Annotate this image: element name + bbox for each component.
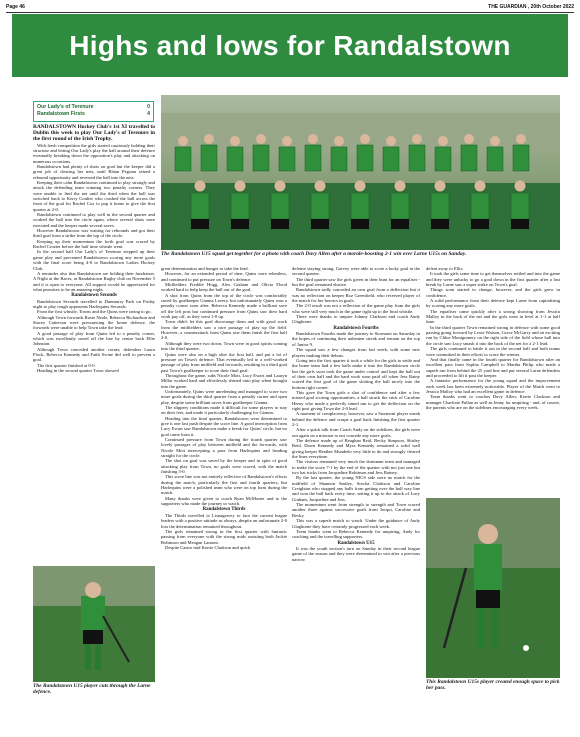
paragraph: Heading into the final quarter, Randalstown were determined to give it one last push despite the score line. A good interception from Lucy Ewart saw Randalstown make a break for Quins' circle, but no goal came from it. [161,415,287,437]
paragraph: In the second half Our Lady's of Terenure stepped up their game play and prevented Randalstown scoring any more goals with the final score being 4-0 to Randalstown Ladies Hockey Club. [33,249,155,271]
paragraph: Randalstown had plenty of shots on goal but the keeper did a great job of clearing her nets, until Rhian Pegram seized a rebound opportunity and reversed the ball into the nets. [33,163,155,180]
page-number: Page 46 [6,4,25,10]
paragraph: It took the girls some time to get themselves settled and into the game and they were unlucky to go a goal down in the first quarter after a fast break by Larne saw a super strike on Town's goal. [426,271,560,288]
paragraph: However Randalstown was waiting for rebounds and got their third goal from a strike from the top of the circle. [33,228,155,239]
paragraph: Unfortunately, Quins were unrelenting and managed to score two more goals during the third quarter from a penalty corner and open play, despite some brilliant saves from goalkeeper Gianna. [161,388,287,405]
subhead-seconds: Randalstown Seconds [71,293,117,299]
paragraph: defense staying strong, Garvey were able to score a lucky goal in the second quarter. [292,266,420,277]
score-row-1 [37,104,150,111]
paragraph: Team thanks went to Rebecca Kennedy for umpiring, Andy for coaching and the travelling supporters. [292,528,420,540]
paragraph: Many thanks were given to coach Ryan McMaster and to the supporters who made the journey to watch. [161,495,287,507]
lead-paragraph: RANDALSTOWN Hockey Club's 1st XI travelled to Dublin this week to play Our Lady's of Terenure in the first round of the Irish Trophy. [33,124,155,143]
score-row-2 [37,111,150,118]
paragraph: Things soon started to change, however, and the girls grew in confidence. [426,287,560,298]
paragraph: The slippery conditions made it difficult for some players to stay on their feet, and made it particularly challenging for Gianna. [161,404,287,416]
team1-score: 0 [147,104,150,110]
paragraph: A solid performance from their defence kept Larne from capitalising by scoring any more goals. [426,298,560,309]
headline: Highs and lows for Randalstown [69,30,511,61]
player-photo-left [33,566,155,682]
page-header [6,4,574,13]
paragraph: Although Town conceded another corner, defenders Laura Flock, Rebecca Kennedy and Faith Swine did well to prevent a goal. [33,346,155,363]
paragraph: Despite Castro mid Kerrie Clarkson and quick [165,544,251,550]
article-column-4 [426,266,560,492]
paragraph: Midfielders Freddie Hogg, Alex Graham and Olivia Flood worked hard to help keep the ball out of the goal. [161,282,287,293]
paragraph: However, for an extended period of time, Quins were relentless, and continued to put pressure on Town's defence. [161,271,287,282]
paragraph: The third quarter saw the girls given in their hunt for an equaliser - but the goal remained elusive. [292,276,420,288]
paragraph: The defence made up of Reaghan Reid, Becky Simpson, Shirley Reid, Dawn Kennedy and Myra Kennedy remained a solid wall giving keeper Heather Mundedo very little to do and strongly cleared the lines everytime. [292,438,420,460]
paragraph: The girls continued to battle it out in the second half and both teams were committed in their efforts to score the winner. [426,346,560,357]
subhead-fourths: Randalstown Fourths [333,325,379,331]
paragraph: Throughout the game, subs Nicole Mott, Lucy Ewart and Lauryn Millar worked hard and effortlessly shirted onto play when brought into the game. [161,372,287,389]
scorebox [33,101,154,122]
paragraph: The equaliser came quickly after a strong showing from Jessica Malloy in the back of the net and the girls went in level at 1-1 at half time. [426,308,560,325]
paragraph: A moment of complacency, however, saw a Stormont player sneak behind the defence and scrape a goal back finishing the first quarter 2-1. [292,411,420,427]
subhead-thirds: Randalstown Thirds [202,507,246,513]
team1-name: Our Lady's of Terenure [37,104,94,110]
paragraph: great determination and hunger to take the lead. [161,266,249,271]
paragraph: Although they were two down, Town were in good spirits coming into the third quarter. [161,340,287,352]
player-photo-right [426,498,560,678]
paragraph: From the first whistle, Towns and the Quins were raring to go. [37,309,152,315]
paragraph: In the third quarter Town remained strong in defence with some good passing going forward by Lexie Watson, Grace McGarry and an exciting run by Chloe Montgomery on the right side of the field whose ball into the circle saw Lucy smash it into the back of the net for a 2-1 lead. [426,324,560,346]
team2-name: Randalstown Firsts [37,111,85,117]
paragraph: Keeping their calm Randalstown continued to play strongly and attack the defending team winning two penalty corners. They were unable to find the net until the third when the ball was switched back to Kerry Coulter who crashed the ball across the front of the goal for Rachel Cox to pop it home to give the first quarter at 2-0. [33,180,155,212]
paragraph: The visitors remained very much the dominant team and managed to make the score 7-1 by the end of the quarter with not just one but two hat tricks from Jacqueline Robinson and Jess Rainey. [292,459,420,476]
paragraph: A shot from Quins from the top of the circle was comfortably saved by goalkeeper Gianna Lavery, but unfortunately Quins won a penalty corner soon after. Rebecca Kennedy made a brilliant save off the left post but continued pressure from Quins saw their hard work pay off, as they went 1-0 up. [161,292,287,320]
paragraph: The first quarter finished at 0-0. [37,362,96,368]
paragraph: It was the youth section's turn on Sunday in their second league game of the season and they were determined to win after a previous narrow [292,545,420,562]
article-column-3 [292,266,420,732]
paragraph: A fantastic performance for the young squad and the improvement each week has been extremely noticeable. Player of the Match went to Jessica Malloy who had an excellent game in defence. [426,378,560,394]
paragraph: By the last quarter, the young NICS side were no match for the midfield of Shannon Smiley, Sorcha Clarkson and Caroline Creighton who stopped any balls from getting over the half way line and won the ball back every time, setting it up to the attack of Lucy Graham, Jacqueline and Jess. [292,475,420,502]
main-photo-caption: The Randalstown U15 squad get together for a photo with coach Davy Allen after a morale-boosting 2-1 win over Larne U15s on Sunday. [161,251,467,257]
paragraph: Randalstown Fourths made the journey to Stormont on Saturday in the hopes of continuing their unbeaten streak and remain on the top of Junior 9. [292,331,420,347]
paragraph: And that finally came in the fourth quarter for Randalstown after an excellent pass from Sophia Campbell to Martha Philip who made a superb run from behind the 25 yard line and put several Larne defenders and proceeded to lift it past the keeper. [426,356,560,378]
paragraph: With fresh competition the girls started cautiously holding their structure and letting Our Lady's play the ball around their defence eventually breaking down the opposition's play and attacking on numerous occasions. [33,142,155,164]
headline-banner [12,14,568,77]
paragraph: Continued pressure from Town during the fourth quarter saw lovely passages of play between midfield and the forwards, with Nicole Mott intercepting a pass from Harlequins and heading straight for the circle. [161,437,287,459]
article-column-1 [33,124,155,562]
header-rule [6,12,574,13]
subhead-u15: Randalstown U15 [337,540,375,546]
paragraph: The momentum went from strength to strength and Town scored another three against successive goals from Jacqui, Caroline and Becky. [292,502,420,518]
paragraph: The squad saw a few changes from last week, with some new players making their debuts. [292,347,420,358]
paragraph: The Thirds travelled to Lisnagarvey to face the current league leaders with a positive attitude as always, despite an unfortunate 2-0 loss the determination remained throughout. [161,512,287,529]
paragraph: Heading in the second quarter Town showed [37,368,119,374]
paragraph: A reminder also that Randalstown are holding their fundraiser, A Night at the Races, at Randalstown Rugby club on November 5 and it is open to everyone. All support would be appreciated for what promises to be an amazing night. [33,270,155,292]
paragraph: The girls remained strong in the first quarter with fantastic passing from everyone with the strong mids assisting both Jackie Robinson and Meagan Lamont. [161,528,287,545]
paragraph: The 2-0 result was not a reflection of the game play from the girls who were still very much in the game right up to the final whistle. [292,303,420,314]
paragraph: Although Town forwards Rosie Neale, Rebecca Richardson and Stacey Catterson were pressurising the home defence, the forwards were unable to help Town take the lead. [33,314,155,331]
paragraph: This was a superb match to watch. Under the guidance of Andy Glaghorne they have certainly progressed each week. [292,518,420,529]
issue-info: THE GUARDIAN , 20th October 2022 [488,4,574,10]
paragraph: The shot on goal was saved by the keeper and in spite of good attacking play from Town, no goals were scored, with the match finishing 5-0. [161,458,287,475]
paragraph: Town didn't let this goal discourage them and with good work from the midfielders saw a nice passage of play up the field. However, a counterattack from Quins saw them finish the first half 2-0. [161,319,287,341]
team-photo [161,95,560,250]
team2-score: 4 [147,111,150,117]
paragraph: A good passage of play from Quins led to a penalty corner, which was excellently saved off the line by centre back Ellie Johnston. [33,330,155,347]
paragraph: This gave the Town girls a shot of confidence and after a few missed goal scoring opportunities, a ball struck the stick of Caroline Henry who made a perfectly timed run to get the deflection on the right post giving Town the 2-0 lead. [292,389,420,411]
paragraph: This score line was not entirely reflective of Randalstown's efforts during the match, particularly the first and fourth quarters, but Harlequins were a polished team who were on top form during the match. [161,474,287,496]
article-column-2 [161,266,287,732]
paragraph: Quins were also on a high after the first half, and put a lot of pressure on Town's defence. That eventually led to a well-worked passage of play from midfield and forwards, resulting in a third goal past Town's goalkeeper to score their final goal. [161,351,287,373]
right-photo-caption: This Randalstown U15s player created enough space to pick her pass. [426,679,560,691]
paragraph: Team thanks went to coaches Davy Allen, Kerrie Clarkson and manager Charlotte Pullan as well as Jenny for umpiring - and, of course, the parents who are on the sidelines encouraging every week. [426,394,560,410]
paragraph: Randalstown Seconds travelled to Dunmurry Park on Friday night to play tough opponents Harlequins Seconds. [33,298,155,309]
paragraph: There were thanks to umpire Johnny Clarkson and coach Andy Glaghorne. [292,314,420,325]
left-photo-caption: The Randalstown U15 player cuts through the Larne defence. [33,683,151,695]
paragraph: Going into the first quarter it took a while for the girls to settle and the home team had a few balls make it into the Randalstown circle but the girls soon took the game under control and kept the ball out of their own half and the hard work soon paid off when Jess Rainy scored the first goal of the game slotting the ball nicely into the bottom right corner. [292,357,420,390]
paragraph: Randalstown sadly conceded an own goal from a deflection but it was no reflection on keeper Roz Greenfield, who received player of the match for her heroics in goals. [292,287,420,304]
paragraph: defeat away to Ellis. [426,266,464,271]
paragraph: Randalstown continued to play well in the second quarter and worked the ball into the circle again, where several shots were executed and the keeper made several saves. [33,212,155,228]
paragraph: After a quick talk from Coach Andy on the sidelines, the girls were out again on a mission to not concede any more goals. [292,427,420,438]
paragraph: Keeping up their momentum the forth goal was scored by Rachel Crozier before the half time whistle went. [33,238,155,250]
